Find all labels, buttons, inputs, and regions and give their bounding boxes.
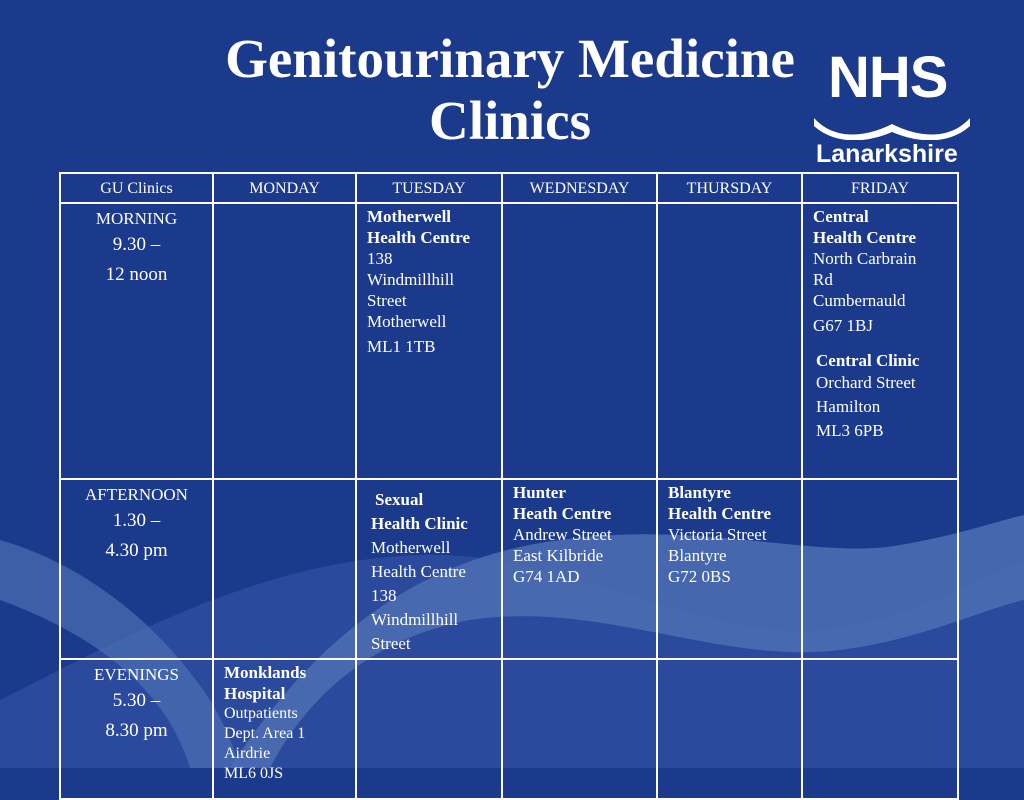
clinic-postcode: G74 1AD (513, 567, 580, 586)
clinic-name: Blantyre (668, 483, 731, 502)
clinic-name: Health Centre (367, 228, 471, 247)
cell-afternoon-friday (802, 479, 958, 659)
clinic-postcode: G72 0BS (668, 567, 731, 586)
session-end: 8.30 pm (105, 720, 168, 741)
clinic-address-line: Motherwell (371, 538, 451, 557)
clinic-address-line: East Kilbride (513, 546, 604, 565)
session-afternoon (60, 479, 213, 659)
wave-emblem-icon (814, 110, 970, 140)
clinic-name: Monklands (224, 663, 307, 682)
session-start: 5.30 – (112, 690, 161, 711)
clinic-name: Hunter (513, 483, 566, 502)
table-row-evening (60, 659, 958, 799)
clinic-address-line: 138 (371, 586, 397, 605)
clinic-address-line: Airdrie (224, 745, 271, 762)
clinic-name: Hospital (224, 684, 286, 703)
clinic-address-line: Street (367, 291, 407, 310)
clinic-name: Health Centre (813, 228, 917, 247)
header-gu-clinics: GU Clinics (60, 173, 213, 203)
cell-evening-friday (802, 659, 958, 799)
clinic-name: Central Clinic (816, 351, 920, 370)
slide-title: Genitourinary Medicine Clinics (225, 28, 795, 151)
clinic-address-line: North Carbrain (813, 249, 917, 268)
clinic-address-line: Street (371, 634, 411, 653)
cell-evening-tuesday (356, 659, 502, 799)
cell-afternoon-wednesday (502, 479, 657, 659)
clinic-address-line: Orchard Street (816, 373, 916, 392)
clinic-schedule-table (59, 172, 959, 800)
table-header-row (60, 173, 958, 203)
clinic-name: Central (813, 207, 869, 226)
clinic-name: Health Clinic (371, 514, 468, 533)
clinic-name: Health Centre (668, 504, 772, 523)
session-name: AFTERNOON (85, 485, 188, 504)
session-name: MORNING (95, 209, 178, 228)
header-monday: MONDAY (213, 173, 356, 203)
session-name: EVENINGS (94, 665, 179, 684)
logo-region: Lanarkshire (816, 140, 958, 168)
clinic-postcode: ML3 6PB (816, 421, 884, 440)
clinic-address-line: Andrew Street (513, 525, 612, 544)
session-end: 4.30 pm (105, 540, 168, 561)
header-thursday: THURSDAY (657, 173, 802, 203)
clinic-address-line: Outpatients (224, 705, 298, 722)
clinic-address-line: Dept. Area 1 (224, 725, 306, 742)
cell-morning-wednesday (502, 203, 657, 479)
table-row-morning (60, 203, 958, 479)
session-start: 9.30 – (112, 234, 161, 255)
clinic-postcode: G67 1BJ (813, 316, 873, 335)
table-row-afternoon (60, 479, 958, 659)
session-morning (60, 203, 213, 479)
clinic-name: Sexual (375, 490, 424, 509)
cell-morning-tuesday (356, 203, 502, 479)
header-tuesday: TUESDAY (356, 173, 502, 203)
clinic-postcode: ML6 0JS (224, 765, 284, 782)
clinic-address-line: Motherwell (367, 312, 447, 331)
clinic-postcode: ML1 1TB (367, 337, 436, 356)
cell-afternoon-thursday (657, 479, 802, 659)
cell-afternoon-monday (213, 479, 356, 659)
clinic-address-line: Rd (813, 270, 833, 289)
header-friday: FRIDAY (802, 173, 958, 203)
cell-morning-thursday (657, 203, 802, 479)
cell-morning-monday (213, 203, 356, 479)
cell-morning-friday (802, 203, 958, 479)
cell-evening-thursday (657, 659, 802, 799)
session-start: 1.30 – (112, 510, 161, 531)
clinic-address-line: Windmillhill (367, 270, 455, 289)
clinic-address-line: Windmillhill (371, 610, 459, 629)
nhs-wordmark: NHS (828, 45, 948, 110)
header-wednesday: WEDNESDAY (502, 173, 657, 203)
session-evening (60, 659, 213, 799)
clinic-name: Heath Centre (513, 504, 612, 523)
clinic-address-line: 138 (367, 249, 393, 268)
clinic-name: Motherwell (367, 207, 452, 226)
nhs-lanarkshire-logo (814, 45, 970, 168)
clinic-address-line: Blantyre (668, 546, 727, 565)
clinic-address-line: Cumbernauld (813, 291, 906, 310)
clinic-address-line: Health Centre (371, 562, 466, 581)
clinic-address-line: Hamilton (816, 397, 881, 416)
cell-evening-monday (213, 659, 356, 799)
cell-afternoon-tuesday (356, 479, 502, 659)
session-end: 12 noon (105, 264, 168, 285)
cell-evening-wednesday (502, 659, 657, 799)
clinic-address-line: Victoria Street (668, 525, 767, 544)
